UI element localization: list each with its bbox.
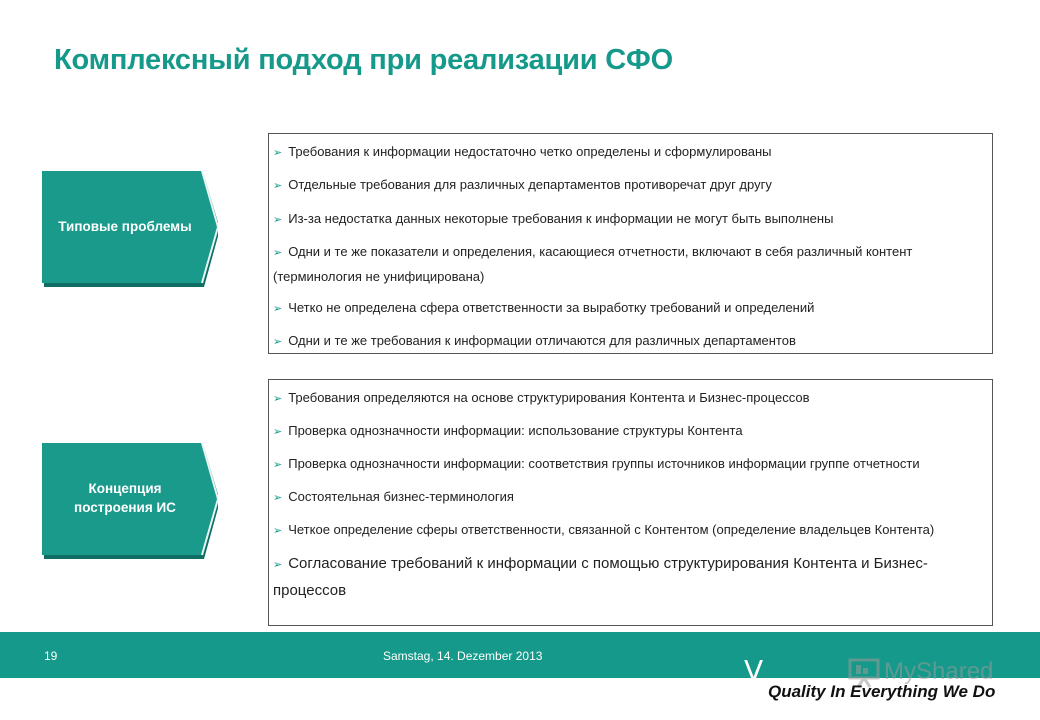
arrow-bullet-icon: ➢ <box>273 147 283 159</box>
list-item: ➢ Требования определяются на основе структурирования Контента и Бизнес-процессов <box>273 390 810 405</box>
section-label-concept <box>42 443 218 559</box>
tagline: Quality In Everything We Do <box>768 682 996 701</box>
list-item: ➢ Проверка однозначности информации: использование структуры Контента <box>273 423 743 438</box>
arrow-bullet-icon: ➢ <box>273 525 283 537</box>
arrow-bullet-icon: ➢ <box>273 180 283 193</box>
page-number: 19 <box>44 649 58 663</box>
arrow-bullet-icon: ➢ <box>273 246 283 259</box>
slide-title: Комплексный подход при реализации СФО <box>54 44 673 76</box>
arrow-bullet-icon: ➢ <box>273 336 283 349</box>
arrow-bullet-icon: ➢ <box>273 492 283 504</box>
list-item: ➢ Одни и те же требования к информации отличаются для различных департаментов <box>273 333 796 349</box>
section-label-text: Типовые проблемы <box>58 218 192 234</box>
logo-mark: V <box>744 654 764 687</box>
arrow-bullet-icon: ➢ <box>273 213 283 226</box>
concept-list <box>271 386 984 604</box>
arrow-bullet-icon: ➢ <box>273 459 283 471</box>
problems-list <box>271 140 984 354</box>
list-item: ➢ Состоятельная бизнес-терминология <box>273 489 514 504</box>
section-label-text: Концепция построения ИС <box>74 481 176 515</box>
footer-date: Samstag, 14. Dezember 2013 <box>383 649 543 663</box>
section-label-typical-problems <box>42 171 218 287</box>
list-item: ➢ Из-за недостатка данных некоторые требования к информации не могут быть выполнены <box>273 210 834 226</box>
list-item: ➢ Проверка однозначности информации: соответствия группы источников информации группе отчетности <box>273 456 920 471</box>
list-item: ➢ Согласование требований к информации с помощью структурирования Контента и Бизнес-процессов <box>273 555 928 599</box>
problems-list-box <box>268 133 993 354</box>
arrow-bullet-icon: ➢ <box>273 303 283 316</box>
list-item: ➢ Требования к информации недостаточно четко определены и сформулированы <box>273 144 772 159</box>
list-item: ➢ Отдельные требования для различных департаментов противоречат друг другу <box>273 177 772 193</box>
list-item: ➢ Четко не определена сфера ответственности за выработку требований и определений <box>273 300 815 316</box>
arrow-bullet-icon: ➢ <box>273 426 283 438</box>
watermark-text: MyShared <box>884 658 994 685</box>
arrow-bullet-icon: ➢ <box>273 559 283 571</box>
list-item: ➢ Одни и те же показатели и определения, касающиеся отчетности, включают в себя различный контент (терминология не унифицирована) <box>273 243 913 284</box>
list-item: ➢ Четкое определение сферы ответственности, связанной с Контентом (определение владельцев Контента) <box>273 522 935 537</box>
concept-list-box <box>268 379 993 626</box>
arrow-bullet-icon: ➢ <box>273 393 283 405</box>
